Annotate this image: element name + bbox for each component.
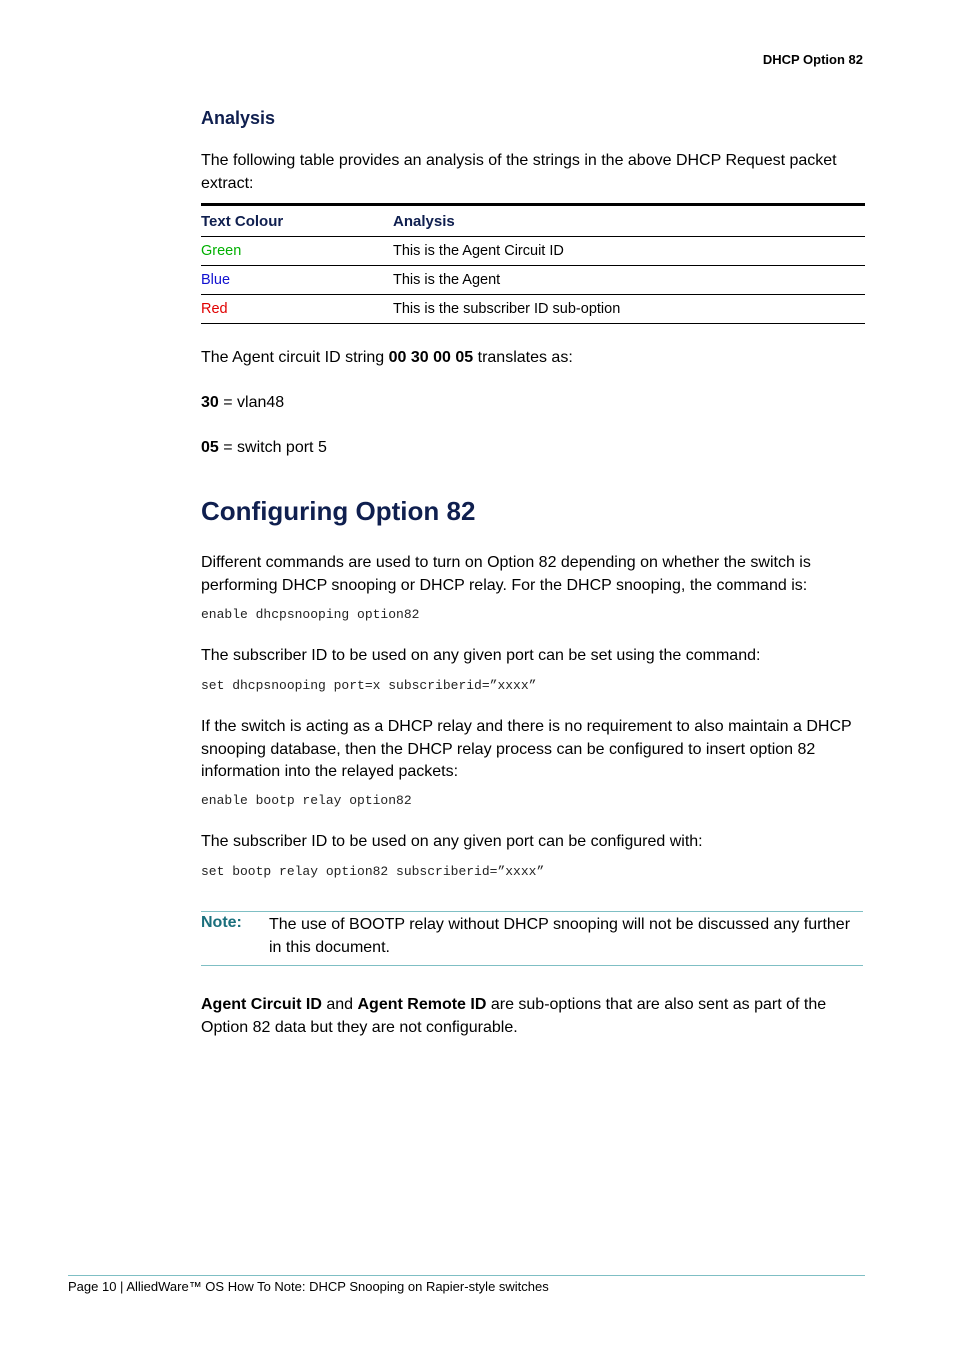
- analysis-cell: This is the subscriber ID sub-option: [393, 301, 621, 317]
- table-header-analysis: Analysis: [393, 212, 455, 230]
- footer-rule: [68, 1275, 865, 1276]
- colour-cell: Blue: [201, 272, 231, 288]
- circuit-id-string: 00 30 00 05: [388, 349, 474, 366]
- term-agent-circuit-id: Agent Circuit ID: [201, 996, 322, 1013]
- running-header: DHCP Option 82: [762, 52, 863, 67]
- table-row: [201, 266, 865, 295]
- term-agent-remote-id: Agent Remote ID: [357, 996, 487, 1013]
- config-paragraph-1: Different commands are used to turn on Option 82 depending on whether the switch is performing DHCP snooping or DHCP relay. For the DHCP snooping, the command is:: [201, 554, 811, 594]
- analysis-cell: This is the Agent: [393, 272, 501, 288]
- footer-text: Page 10 | AlliedWare™ OS How To Note: DHCP Snooping on Rapier-style switches: [68, 1279, 549, 1294]
- command-set-bootp-relay: set bootp relay option82 subscriberid=”xxxx”: [201, 864, 545, 879]
- circuit-id-line: [201, 347, 573, 370]
- table-row: [201, 237, 865, 266]
- mapping-value: = vlan48: [218, 394, 285, 411]
- colour-cell: Red: [201, 301, 228, 317]
- circuit-id-post: translates as:: [473, 349, 573, 366]
- final-text-1: and: [321, 996, 358, 1013]
- command-enable-bootp-relay: enable bootp relay option82: [201, 793, 412, 808]
- mapping-port: [201, 437, 327, 460]
- table-row: [201, 295, 865, 324]
- config-paragraph-2: The subscriber ID to be used on any given port can be set using the command:: [201, 647, 761, 664]
- circuit-id-pre: The Agent circuit ID string: [201, 349, 389, 366]
- config-paragraph-3: If the switch is acting as a DHCP relay and there is no requirement to also maintain a DHCP snooping database, then the DHCP relay process can be configured to insert option 82 information into the relayed packets:: [201, 718, 852, 780]
- table-header-colour: Text Colour: [201, 212, 284, 230]
- analysis-intro: The following table provides an analysis of the strings in the above DHCP Request packet extract:: [201, 152, 837, 192]
- table-header-row: [201, 206, 865, 237]
- command-set-dhcpsnooping: set dhcpsnooping port=x subscriberid=”xxxx”: [201, 678, 537, 693]
- command-enable-dhcpsnooping: enable dhcpsnooping option82: [201, 607, 420, 622]
- config-paragraph-4: The subscriber ID to be used on any given port can be configured with:: [201, 833, 703, 850]
- section-heading-configuring: Configuring Option 82: [201, 496, 476, 526]
- mapping-key: 05: [201, 439, 219, 456]
- final-text-2: are sub-options that are also sent as part of the Option 82 data but they are not configurable.: [201, 996, 827, 1036]
- note-label: Note:: [201, 914, 242, 931]
- colour-cell: Green: [201, 243, 242, 259]
- final-paragraph: [201, 994, 865, 1039]
- mapping-key: 30: [201, 394, 219, 411]
- note-text: The use of BOOTP relay without DHCP snooping will not be discussed any further in this document.: [269, 916, 851, 956]
- mapping-vlan: [201, 392, 284, 415]
- mapping-value: = switch port 5: [218, 439, 327, 456]
- section-heading-analysis: Analysis: [201, 108, 276, 128]
- analysis-cell: This is the Agent Circuit ID: [393, 243, 564, 259]
- note-box: [201, 911, 863, 966]
- colour-analysis-table: [201, 203, 865, 324]
